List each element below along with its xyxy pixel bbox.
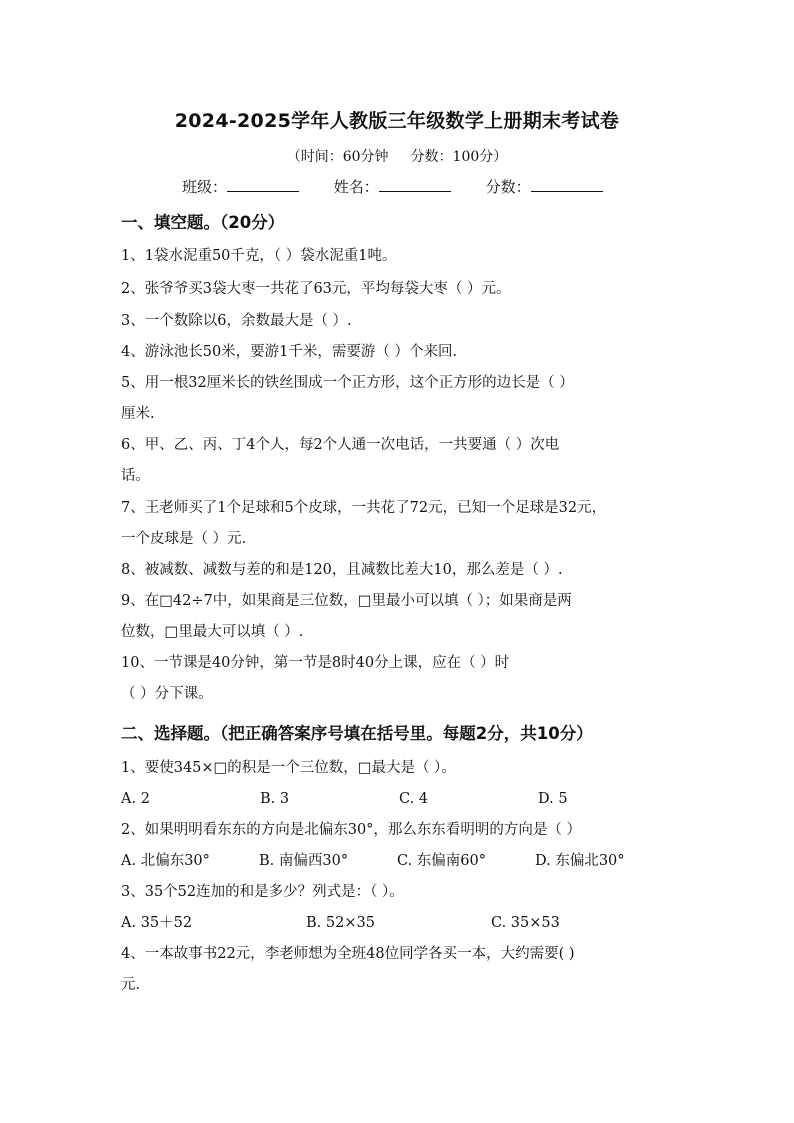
option-d: D. 东偏北30° xyxy=(535,853,625,869)
choice-question-4-cont: 元. xyxy=(121,977,141,993)
choice-options-3 xyxy=(121,913,560,933)
choice-options-2 xyxy=(121,851,625,871)
class-blank[interactable] xyxy=(227,177,299,192)
choice-question-3: 3、35个52连加的和是多少？列式是：（ ）。 xyxy=(121,884,404,900)
question-line: 2、张爷爷买3袋大枣一共花了63元，平均每袋大枣（ ）元。 xyxy=(121,281,511,297)
option-c: C. 东偏南60° xyxy=(397,853,486,869)
question-line: 位数，□里最大可以填（ ）. xyxy=(121,624,304,640)
option-d: D. 5 xyxy=(538,791,568,807)
question-line: 9、在□42÷7中，如果商是三位数，□里最小可以填（ ）；如果商是两 xyxy=(121,593,572,609)
question-line: 6、甲、乙、丙、丁4个人，每2个人通一次电话，一共要通（ ）次电 xyxy=(121,437,560,453)
exam-title: 2024-2025学年人教版三年级数学上册期末考试卷 xyxy=(174,110,620,132)
option-c: C. 4 xyxy=(399,791,429,807)
question-line: 4、游泳池长50米，要游1千米，需要游（ ）个来回. xyxy=(121,344,458,360)
choice-options-1 xyxy=(121,789,568,809)
score-label: 分数： xyxy=(485,178,531,196)
question-line: 话。 xyxy=(121,468,150,484)
score-field xyxy=(486,176,603,197)
time-limit: （时间：60分钟 xyxy=(286,149,389,165)
option-a: A. 35＋52 xyxy=(121,915,193,931)
name-blank[interactable] xyxy=(379,177,451,192)
option-a: A. 北偏东30° xyxy=(121,853,210,869)
name-label: 姓名： xyxy=(333,178,379,196)
score-blank[interactable] xyxy=(531,177,603,192)
option-b: B. 3 xyxy=(260,791,290,807)
choice-question-4: 4、一本故事书22元，李老师想为全班48位同学各买一本，大约需要( ) xyxy=(121,946,575,962)
class-label: 班级： xyxy=(182,178,228,196)
option-a: A. 2 xyxy=(121,791,150,807)
question-line: 7、王老师买了1个足球和5个皮球，一共花了72元，已知一个足球是32元， xyxy=(121,500,607,516)
class-field xyxy=(182,176,299,197)
choice-question-2: 2、如果明明看东东的方向是北偏东30°，那么东东看明明的方向是（ ） xyxy=(121,822,582,838)
exam-subtitle xyxy=(0,146,794,166)
name-field xyxy=(334,176,451,197)
question-line: （ ）分下课。 xyxy=(121,686,213,702)
choice-question-1: 1、要使345×□的积是一个三位数，□最大是（ ）。 xyxy=(121,760,456,776)
section-choice-heading: 二、选择题。（把正确答案序号填在括号里。每题2分，共10分） xyxy=(121,724,593,743)
question-line: 一个皮球是（ ）元. xyxy=(121,531,247,547)
question-line: 3、一个数除以6，余数最大是（ ）. xyxy=(121,313,352,329)
section-fill-blank-heading: 一、填空题。（20分） xyxy=(121,213,285,232)
question-line: 5、用一根32厘米长的铁丝围成一个正方形，这个正方形的边长是（ ） xyxy=(121,375,574,391)
question-line: 8、被减数、减数与差的和是120，且减数比差大10，那么差是（ ）. xyxy=(121,562,563,578)
question-line: 1、1袋水泥重50千克，（ ）袋水泥重1吨。 xyxy=(121,248,397,264)
option-b: B. 52×35 xyxy=(306,915,375,931)
option-b: B. 南偏西30° xyxy=(259,853,349,869)
question-line: 厘米. xyxy=(121,406,155,422)
student-info-row xyxy=(182,176,633,197)
total-score: 分数：100分） xyxy=(410,149,508,165)
question-line: 10、一节课是40分钟，第一节是8时40分上课，应在（ ）时 xyxy=(121,655,510,671)
option-c: C. 35×53 xyxy=(491,915,560,931)
